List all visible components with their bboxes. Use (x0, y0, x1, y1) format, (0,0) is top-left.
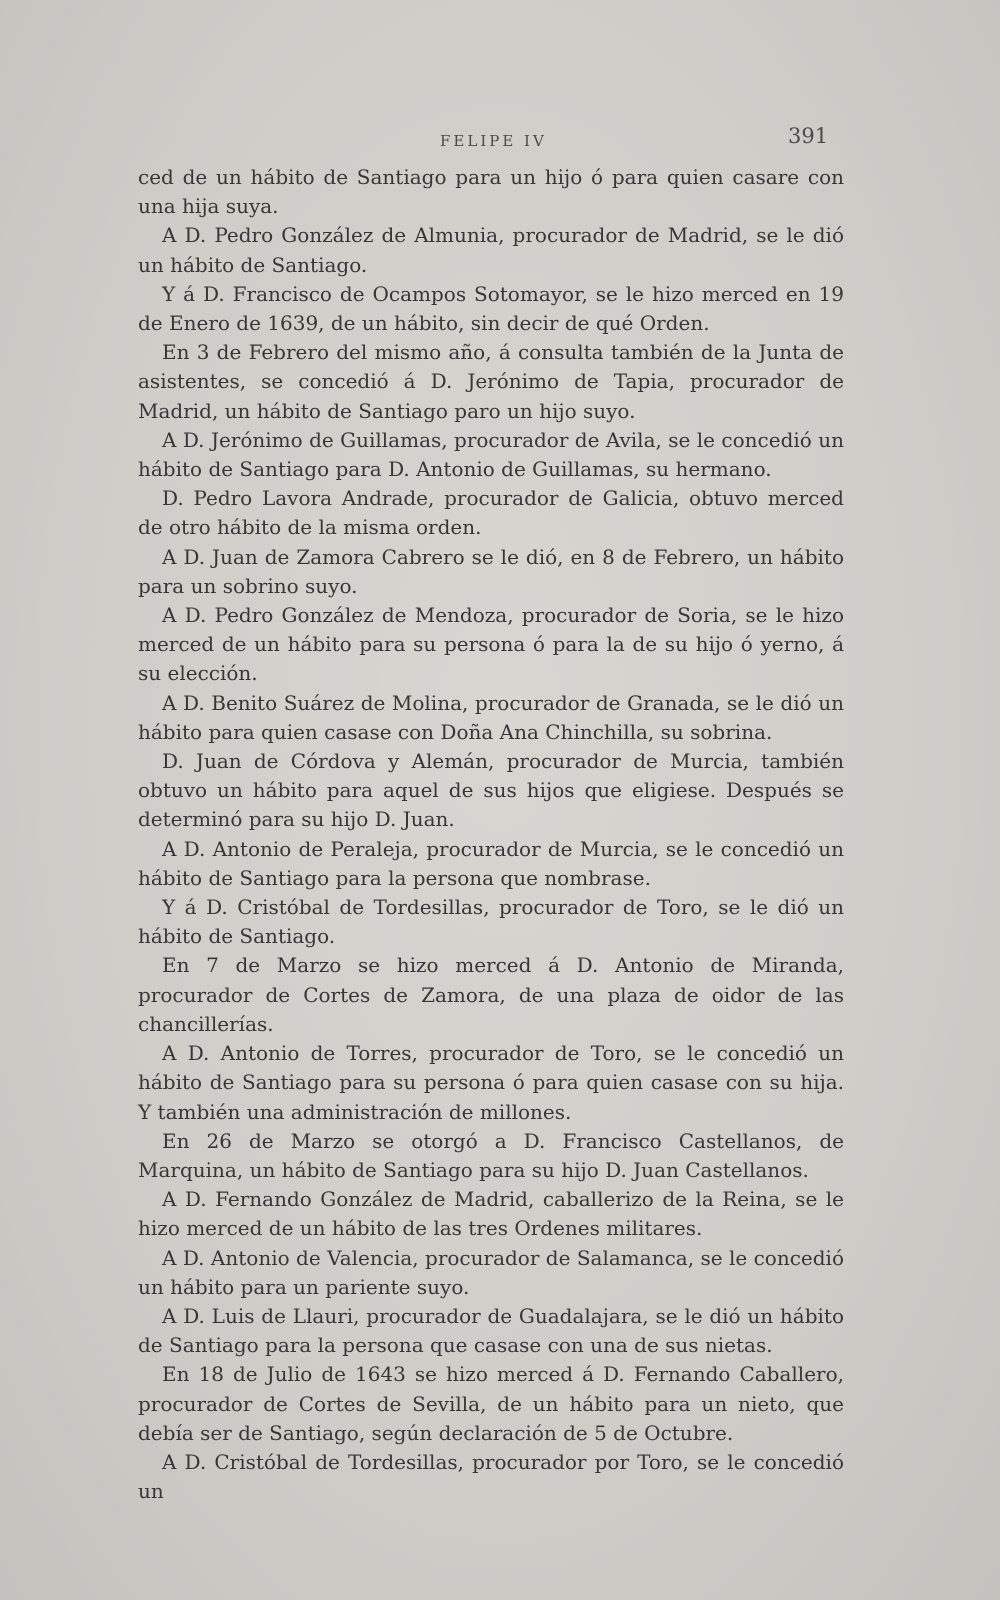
paragraph: En 7 de Marzo se hizo merced á D. Antonio de Miranda, procurador de Cortes de Zamora, de una plaza de oidor de las chancillerías. (138, 953, 844, 1036)
paragraph: A D. Antonio de Valencia, procurador de Salamanca, se le concedió un hábito para un pariente suyo. (138, 1245, 844, 1299)
body-text (138, 163, 844, 1506)
paragraph: En 26 de Marzo se otorgó a D. Francisco Castellanos, de Marquina, un hábito de Santiago para su hijo D. Juan Castellanos. (138, 1128, 844, 1182)
paragraph: A D. Jerónimo de Guillamas, procurador de Avila, se le concedió un hábito de Santiago para D. Antonio de Guillamas, su hermano. (138, 427, 844, 482)
paragraph: A D. Luis de Llauri, procurador de Guadalajara, se le dió un hábito de Santiago para la persona que casase con una de sus nietas. (138, 1303, 844, 1358)
paragraph: D. Pedro Lavora Andrade, procurador de Galicia, obtuvo merced de otro hábito de la misma orden. (138, 486, 844, 540)
paragraph: ced de un hábito de Santiago para un hijo ó para quien casare con una hija suya. (138, 165, 844, 219)
paragraph: A D. Juan de Zamora Cabrero se le dió, en 8 de Febrero, un hábito para un sobrino suyo. (138, 544, 844, 598)
paragraph: D. Juan de Córdova y Alemán, procurador de Murcia, también obtuvo un hábito para aquel de sus hijos que eligiese. Después se determinó para su hijo D. Juan. (138, 749, 844, 832)
paragraph: Y á D. Cristóbal de Tordesillas, procurador de Toro, se le dió un hábito de Santiago. (138, 895, 844, 949)
paragraph: A D. Fernando González de Madrid, caballerizo de la Reina, se le hizo merced de un hábito de las tres Ordenes militares. (138, 1187, 844, 1241)
paragraph: A D. Antonio de Peraleja, procurador de Murcia, se le concedió un hábito de Santiago para la persona que nombrase. (138, 836, 844, 890)
running-head: FELIPE IV (440, 132, 547, 150)
paragraph: A D. Pedro González de Almunia, procurador de Madrid, se le dió un hábito de Santiago. (138, 223, 844, 277)
paragraph: En 3 de Febrero del mismo año, á consulta también de la Junta de asistentes, se concedió á D. Jerónimo de Tapia, procurador de Madrid, un hábito de Santiago paro un hijo suyo. (138, 340, 844, 423)
paragraph: A D. Pedro González de Mendoza, procurador de Soria, se le hizo merced de un hábito para su persona ó para la de su hijo ó yerno, á su elección. (138, 603, 844, 686)
paragraph: Y á D. Francisco de Ocampos Sotomayor, se le hizo merced en 19 de Enero de 1639, de un hábito, sin decir de qué Orden. (138, 281, 844, 336)
paragraph: A D. Benito Suárez de Molina, procurador de Granada, se le dió un hábito para quien casase con Doña Ana Chinchilla, su sobrina. (138, 690, 844, 744)
paragraph: A D. Cristóbal de Tordesillas, procurador por Toro, se le concedió un (138, 1449, 844, 1504)
page-number: 391 (788, 124, 829, 148)
paragraph: A D. Antonio de Torres, procurador de Toro, se le concedió un hábito de Santiago para su persona ó para quien casase con su hija. Y también una administración de millones. (138, 1041, 844, 1124)
paragraph: En 18 de Julio de 1643 se hizo merced á D. Fernando Caballero, procurador de Cortes de Sevilla, de un hábito para un nieto, que debía ser de Santiago, según declaración de 5 de Octubre. (138, 1362, 844, 1445)
